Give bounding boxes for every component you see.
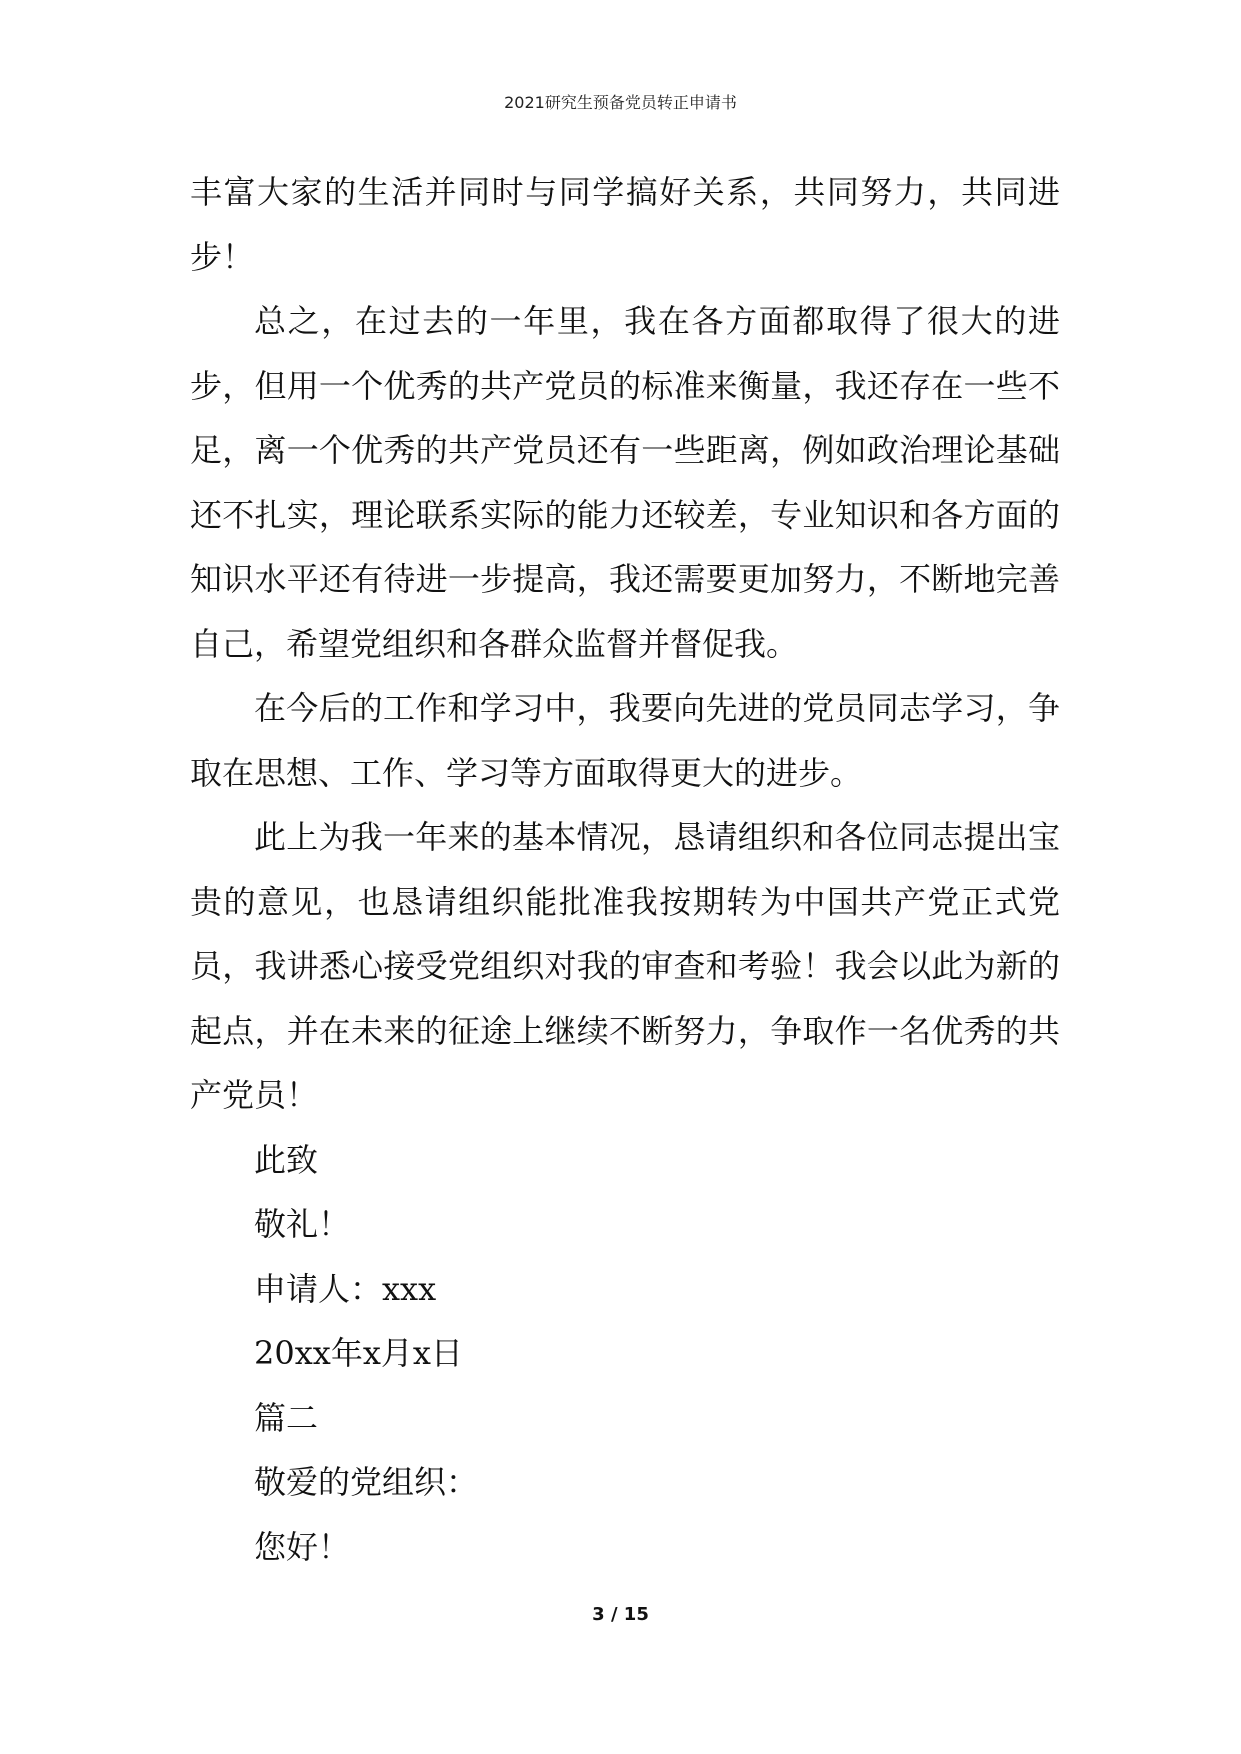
section-title: 篇二	[254, 1398, 319, 1437]
salutation-line: 敬爱的党组织：	[254, 1463, 479, 1501]
paragraph-future: 在今后的工作和学习中，我要向先进的党员同志学习，争取在思想、工作、学习等方面取得更大的进步。	[190, 689, 1060, 792]
applicant-line: 申请人：xxx	[254, 1269, 437, 1308]
document-body	[190, 160, 1060, 1579]
paragraph-summary: 总之，在过去的一年里，我在各方面都取得了很大的进步，但用一个优秀的共产党员的标准来衡量，我还存在一些不足，离一个优秀的共产党员还有一些距离，例如政治理论基础还不扎实，理论联系实际的能力还较差，专业知识和各方面的知识水平还有待进一步提高，我还需要更加努力，不断地完善自己，希望党组织和各群众监督并督促我。	[190, 302, 1060, 663]
page-number: 3 / 15	[592, 1604, 649, 1625]
running-header: 2021研究生预备党员转正申请书	[504, 93, 737, 112]
closing-line-1: 此致	[254, 1140, 319, 1179]
closing-line-2: 敬礼！	[254, 1205, 351, 1243]
paragraph-continuation: 丰富大家的生活并同时与同学搞好关系，共同努力，共同进步！	[190, 173, 1060, 276]
date-line: 20xx年x月x日	[254, 1334, 463, 1372]
paragraph-request: 此上为我一年来的基本情况，恳请组织和各位同志提出宝贵的意见，也恳请组织能批准我按期转为中国共产党正式党员，我讲悉心接受党组织对我的审查和考验！我会以此为新的起点，并在未来的征途上继续不断努力，争取作一名优秀的共产党员！	[190, 818, 1060, 1114]
greeting-line: 您好！	[254, 1527, 351, 1566]
